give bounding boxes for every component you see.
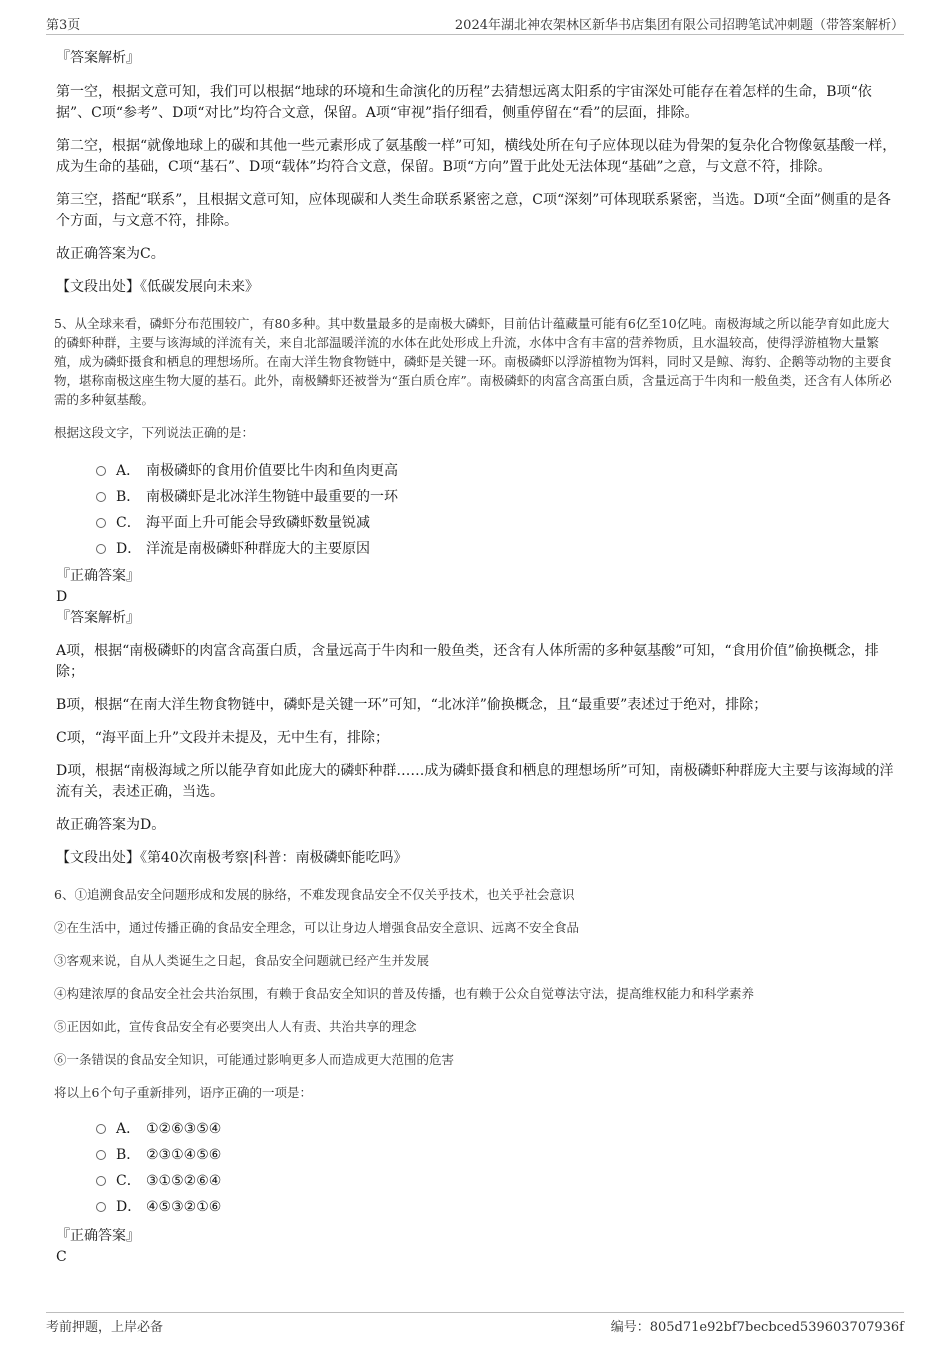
radio-icon[interactable]	[96, 1176, 106, 1186]
q5-analysis-b: B项，根据“在南大洋生物食物链中，磷虾是关键一环”可知，“北冰洋”偷换概念，且“最重要”表述过于绝对，排除；	[56, 697, 768, 713]
q6-answer: C	[56, 1249, 67, 1265]
q5-source: 【文段出处】《第40次南极考察|科普：南极磷虾能吃吗》	[56, 850, 408, 866]
page-header	[46, 12, 904, 35]
q5-option-c[interactable]: C． 海平面上升可能会导致磷虾数量锐减	[96, 510, 898, 536]
q5-option-b[interactable]: B． 南极磷虾是北冰洋生物链中最重要的一环	[96, 484, 898, 510]
q6-prompt: 将以上6个句子重新排列，语序正确的一项是：	[54, 1085, 312, 1100]
q5-analysis-a: A项，根据“南极磷虾的肉富含高蛋白质，含量远高于牛肉和一般鱼类，还含有人体所需的多种氨基酸”可知，“食用价值”偷换概念，排除；	[56, 643, 879, 680]
q4-analysis-para2: 第二空，根据“就像地球上的碳和其他一些元素形成了氨基酸一样”可知，横线处所在句子应体现以硅为骨架的复杂化合物像氨基酸一样，成为生命的基础，C项“基石”、D项“载体”均符合文意，保留。B项“方向”置于此处无法体现“基础”之意，与文意不符，排除。	[56, 138, 897, 175]
q4-source: 【文段出处】《低碳发展向未来》	[56, 279, 259, 295]
q5-option-a[interactable]: A． 南极磷虾的食用价值要比牛肉和鱼肉更高	[96, 458, 898, 484]
radio-icon[interactable]	[96, 518, 106, 528]
q5-answer-heading: 『正确答案』	[56, 568, 140, 584]
q5-conclusion: 故正确答案为D。	[56, 817, 166, 833]
page-number: 第3页	[46, 18, 81, 33]
radio-icon[interactable]	[96, 466, 106, 476]
q5-options	[56, 458, 898, 562]
q6-sentence-4: ④构建浓厚的食品安全社会共治氛围，有赖于食品安全知识的普及传播，也有赖于公众自觉尊法守法，提高维权能力和科学素养	[54, 986, 755, 1001]
q5-analysis-c: C项，“海平面上升”文段并未提及，无中生有，排除；	[56, 730, 390, 746]
q6-option-c[interactable]: C． ③①⑤②⑥④	[96, 1168, 898, 1194]
q6-sentence-3: ③客观来说，自从人类诞生之日起，食品安全问题就已经产生并发展	[54, 953, 430, 968]
radio-icon[interactable]	[96, 492, 106, 502]
q5-option-d[interactable]: D． 洋流是南极磷虾种群庞大的主要原因	[96, 536, 898, 562]
q6-sentence-5: ⑤正因如此，宣传食品安全有必要突出人人有责、共治共享的理念	[54, 1019, 417, 1034]
q5-prompt: 根据这段文字，下列说法正确的是：	[54, 425, 255, 440]
q5-stem: 5、从全球来看，磷虾分布范围较广，有80多种。其中数量最多的是南极大磷虾，目前估计蕴藏量可能有6亿至10亿吨。南极海域之所以能孕育如此庞大的磷虾种群，主要与该海域的洋流有关，来自北部温暖洋流的水体在此处形成上升流，水体中含有丰富的营养物质，且水温较高，使得浮游植物大量繁殖，成为磷虾摄食和栖息的理想场所。在南大洋生物食物链中，磷虾是关键一环。南极磷虾以浮游植物为饵料，同时又是鲸、海豹、企鹅等动物的主要食物，堪称南极这座生物大厦的基石。此外，南极鳞虾还被誉为“蛋白质仓库”。南极磷虾的肉富含高蛋白质，含量远高于牛肉和一般鱼类，还含有人体所必需的多种氨基酸。	[54, 316, 892, 407]
q5-analysis-heading: 『答案解析』	[56, 610, 140, 626]
q6-sentence-2: ②在生活中，通过传播正确的食品安全理念，可以让身边人增强食品安全意识、远离不安全食品	[54, 920, 580, 935]
radio-icon[interactable]	[96, 544, 106, 554]
footer-slogan: 考前押题，上岸必备	[46, 1320, 164, 1335]
page-footer	[46, 1312, 904, 1335]
q4-analysis-heading: 『答案解析』	[56, 50, 140, 66]
q5-analysis-d: D项，根据“南极海域之所以能孕育如此庞大的磷虾种群……成为磷虾摄食和栖息的理想场所”可知，南极磷虾种群庞大主要与该海域的洋流有关，表述正确，当选。	[56, 763, 894, 800]
q6-option-a[interactable]: A． ①②⑥③⑤④	[96, 1116, 898, 1142]
q5-answer: D	[56, 589, 68, 605]
radio-icon[interactable]	[96, 1124, 106, 1134]
q4-analysis-para1: 第一空，根据文意可知，我们可以根据“地球的环境和生命演化的历程”去猜想远离太阳系的宇宙深处可能存在着怎样的生命，B项“依据”、C项“参考”、D项“对比”均符合文意，保留。A项“审视”指仔细看，侧重停留在“看”的层面，排除。	[56, 84, 872, 121]
q6-sentence-6: ⑥一条错误的食品安全知识，可能通过影响更多人而造成更大范围的危害	[54, 1052, 455, 1067]
q6-option-d[interactable]: D． ④⑤③②①⑥	[96, 1194, 898, 1220]
q4-conclusion: 故正确答案为C。	[56, 246, 165, 262]
q6-answer-heading: 『正确答案』	[56, 1228, 140, 1244]
q6-option-b[interactable]: B． ②③①④⑤⑥	[96, 1142, 898, 1168]
q6-sentence-1: 6、①追溯食品安全问题形成和发展的脉络，不难发现食品安全不仅关乎技术，也关乎社会意识	[54, 887, 575, 902]
radio-icon[interactable]	[96, 1150, 106, 1160]
q6-options	[56, 1116, 898, 1220]
radio-icon[interactable]	[96, 1202, 106, 1212]
document-id: 编号：805d71e92bf7becbced539603707936f	[610, 1320, 904, 1335]
document-title: 2024年湖北神农架林区新华书店集团有限公司招聘笔试冲刺题（带答案解析）	[454, 18, 904, 33]
q4-analysis-para3: 第三空，搭配“联系”，且根据文意可知，应体现碳和人类生命联系紧密之意，C项“深刻”可体现联系紧密，当选。D项“全面”侧重的是各个方面，与文意不符，排除。	[56, 192, 891, 229]
page-content	[56, 44, 898, 1268]
